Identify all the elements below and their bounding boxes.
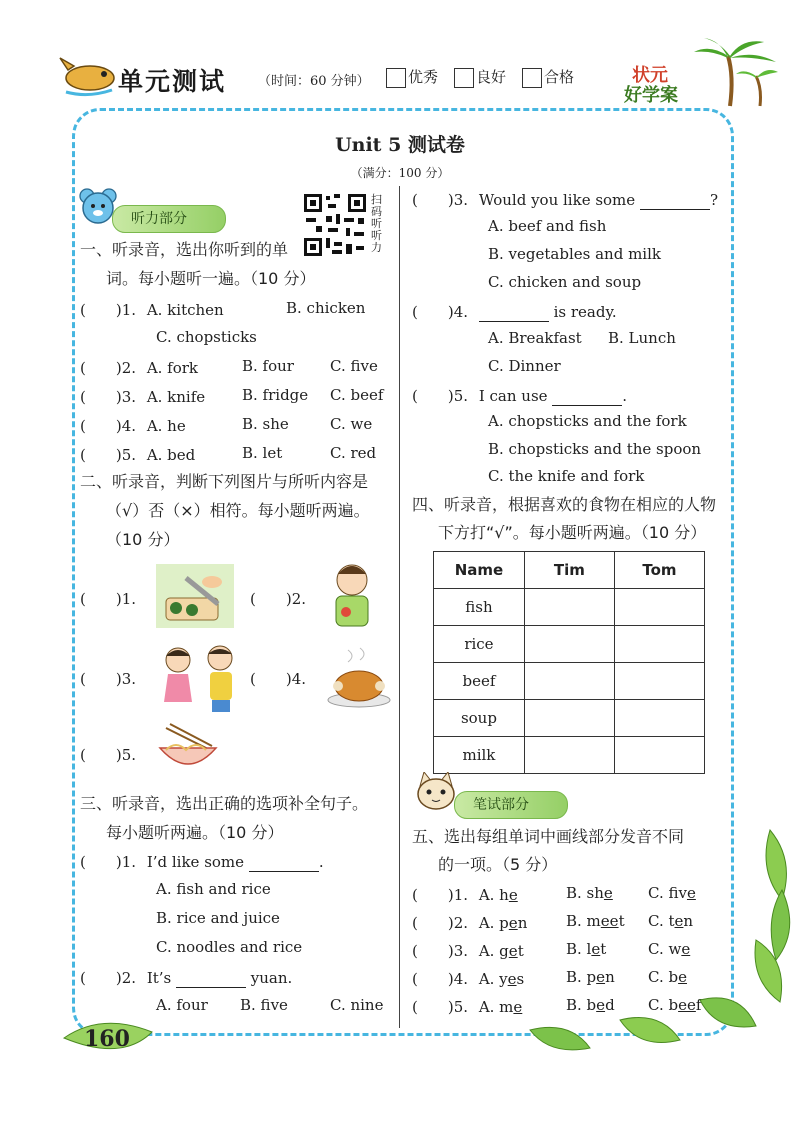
s3-q4: ( )4. is ready. [412, 303, 617, 321]
s5-item: ( )5. A. me B. bed C. beef [412, 996, 702, 1016]
s3-q3: ( )3. Would you like some ? [412, 191, 718, 209]
s5-heading-2: 的一项。（5 分） [438, 855, 558, 874]
checkbox-icon [454, 68, 474, 88]
answer-blank[interactable]: ( )2. [250, 590, 307, 608]
s5-item: ( )4. A. yes B. pen C. be [412, 968, 687, 988]
qr-label: 扫码听听力 [371, 193, 382, 254]
answer-blank[interactable]: ( )2. [80, 969, 137, 987]
answer-blank[interactable]: ( )2. [80, 359, 137, 377]
grade-good[interactable]: 良好 [454, 66, 506, 88]
answer-blank[interactable]: ( )1. [80, 590, 137, 608]
food-table [433, 551, 705, 774]
boy-with-apple-icon [324, 558, 380, 632]
s1-item: ( )4. A. he B. she C. we [80, 415, 373, 435]
tick-cell[interactable] [524, 626, 614, 663]
tick-cell[interactable] [614, 589, 704, 626]
answer-blank[interactable]: ( )3. [412, 942, 469, 960]
answer-blank[interactable]: ( )5. [80, 446, 137, 464]
option: C. noodles and rice [156, 938, 303, 956]
s3-q5: ( )5. I can use . [412, 387, 628, 405]
answer-blank[interactable]: ( )3. [80, 388, 137, 406]
fill-blank[interactable] [249, 871, 319, 872]
s3-q4-options: A. Breakfast B. Lunch [488, 329, 676, 347]
page-title: Unit 5 测试卷 [335, 134, 465, 156]
writing-banner: 笔试部分 [454, 791, 568, 819]
option: A. chopsticks and the fork [488, 412, 687, 430]
fill-blank[interactable] [552, 405, 622, 406]
option: B. rice and juice [156, 909, 280, 927]
tick-cell[interactable] [614, 737, 704, 774]
s3-heading-2: 每小题听两遍。（10 分） [106, 823, 284, 842]
answer-blank[interactable]: ( )4. [412, 303, 469, 321]
option: B. chopsticks and the spoon [488, 440, 702, 458]
two-children-icon [156, 642, 242, 714]
s3-q2-options: A. four B. five C. nine [156, 996, 384, 1014]
tick-cell[interactable] [524, 589, 614, 626]
table-row: beef [434, 663, 705, 700]
answer-blank[interactable]: ( )5. [412, 387, 469, 405]
cutting-food-icon [156, 564, 234, 628]
answer-blank[interactable]: ( )5. [80, 746, 137, 764]
grade-excellent[interactable]: 优秀 [386, 66, 438, 88]
tick-cell[interactable] [614, 700, 704, 737]
answer-blank[interactable]: ( )1. [80, 301, 137, 319]
s2-heading-3: （10 分） [106, 530, 180, 549]
s4-heading-2: 下方打“√”。每小题听两遍。（10 分） [438, 523, 707, 542]
mascot-dolphin-icon [58, 48, 118, 98]
s3-q1: ( )1. I’d like some . [80, 853, 324, 871]
tick-cell[interactable] [524, 737, 614, 774]
s1-item: ( )1. A. kitchen B. chicken [80, 299, 366, 319]
leaves-decoration-icon [520, 820, 800, 1060]
palm-tree-icon [690, 36, 780, 108]
fill-blank[interactable] [479, 321, 549, 322]
option: C. the knife and fork [488, 467, 645, 485]
s2-heading-1: 二、听录音，判断下列图片与所听内容是 [80, 472, 369, 491]
mascot-cat-icon [414, 772, 458, 814]
col-header: Tom [614, 552, 704, 589]
table-row: milk [434, 737, 705, 774]
answer-blank[interactable]: ( )3. [80, 670, 137, 688]
s5-item: ( )2. A. pen B. meet C. ten [412, 912, 694, 932]
answer-blank[interactable]: ( )3. [412, 191, 469, 209]
listening-banner: 听力部分 [112, 205, 226, 233]
page-number: 160 [84, 1026, 130, 1052]
column-divider [399, 186, 400, 1028]
s5-heading-1: 五、选出每组单词中画线部分发音不同 [412, 827, 685, 846]
s2-heading-2: （√）否（×）相符。每小题听两遍。 [106, 501, 370, 520]
header-time: （时间：60 分钟） [258, 74, 370, 89]
roast-chicken-icon [326, 646, 392, 710]
s3-q2: ( )2. It’s yuan. [80, 969, 293, 987]
option: A. fish and rice [156, 880, 271, 898]
option: A. beef and fish [488, 217, 607, 235]
table-row: fish [434, 589, 705, 626]
answer-blank[interactable]: ( )4. [250, 670, 307, 688]
header-title: 单元测试 [118, 67, 227, 96]
checkbox-icon [386, 68, 406, 88]
table-row: soup [434, 700, 705, 737]
noodles-bowl-icon [156, 722, 220, 776]
option: C. Dinner [488, 357, 561, 375]
tick-cell[interactable] [524, 663, 614, 700]
checkbox-icon [522, 68, 542, 88]
answer-blank[interactable]: ( )1. [80, 853, 137, 871]
page-subtitle: （满分：100 分） [350, 166, 450, 180]
s4-heading-1: 四、听录音，根据喜欢的食物在相应的人物 [412, 495, 717, 514]
tick-cell[interactable] [614, 626, 704, 663]
answer-blank[interactable]: ( )4. [412, 970, 469, 988]
fill-blank[interactable] [640, 209, 710, 210]
s3-heading-1: 三、听录音，选出正确的选项补全句子。 [80, 794, 369, 813]
fill-blank[interactable] [176, 987, 246, 988]
tick-cell[interactable] [524, 700, 614, 737]
answer-blank[interactable]: ( )5. [412, 998, 469, 1016]
table-row: rice [434, 626, 705, 663]
s1-item-c: C. chopsticks [156, 328, 257, 346]
s5-item: ( )3. A. get B. let C. we [412, 940, 691, 960]
answer-blank[interactable]: ( )1. [412, 886, 469, 904]
s5-item: ( )1. A. he B. she C. five [412, 884, 696, 904]
col-header: Name [434, 552, 525, 589]
s1-item: ( )3. A. knife B. fridge C. beef [80, 386, 384, 406]
brand-logo: 状元 好学案 [624, 65, 678, 106]
s1-heading-1: 一、听录音，选出你听到的单 [80, 240, 289, 259]
s1-item: ( )5. A. bed B. let C. red [80, 444, 377, 464]
answer-blank[interactable]: ( )4. [80, 417, 137, 435]
grade-pass[interactable]: 合格 [522, 66, 574, 88]
qr-code-icon[interactable] [302, 192, 368, 258]
col-header: Tim [524, 552, 614, 589]
option: C. chicken and soup [488, 273, 642, 291]
option: B. vegetables and milk [488, 245, 661, 263]
tick-cell[interactable] [614, 663, 704, 700]
s1-heading-2: 词。每小题听一遍。（10 分） [106, 269, 316, 288]
answer-blank[interactable]: ( )2. [412, 914, 469, 932]
s1-item: ( )2. A. fork B. four C. five [80, 357, 378, 377]
